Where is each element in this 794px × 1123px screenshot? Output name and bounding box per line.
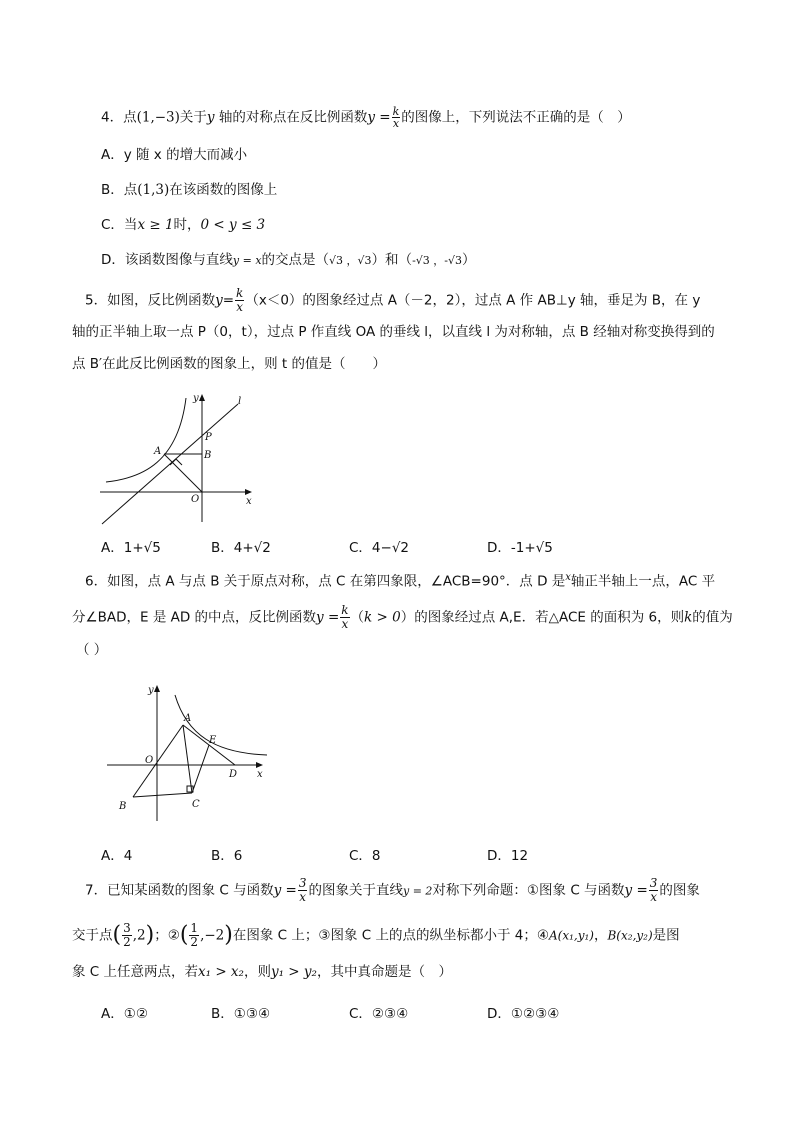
q6-text-e: ）的图象经过点 A,E．若△ACE 的面积为 6，则 xyxy=(400,609,685,626)
q7-fraction-2 xyxy=(649,877,659,904)
q4-option-d-text-b: 的交点是（ xyxy=(261,252,330,268)
q4-func-fraction xyxy=(392,106,401,129)
q4-option-c-text-a: C．当 xyxy=(101,217,138,233)
q6-text-b: 轴正半轴上一点，AC 平 xyxy=(570,573,716,590)
q5-fraction xyxy=(235,287,244,314)
q6-text-a: 6．如图，点 A 与点 B 关于原点对称，点 C 在第四象限，∠ACB=90°．点 D 是 xyxy=(85,573,566,590)
q5-y-var: y xyxy=(215,292,223,309)
q7-text-c: 对称下列命题：①图象 C 与函数 xyxy=(432,882,625,899)
q4-func-lhs: y = xyxy=(367,109,391,126)
q7-text-j: ，则 xyxy=(243,964,271,980)
fig6-label-b: B xyxy=(119,801,127,812)
fig6-x-arrow xyxy=(256,762,263,768)
q4-option-d-point-1: √3 ，√3 xyxy=(329,254,372,267)
q6-option-a: A．4 xyxy=(101,848,133,864)
q7-text-i: 象 C 上任意两点，若 xyxy=(72,964,199,980)
fig5-label-b: B xyxy=(204,450,212,461)
q7-frac-2-num: 3 xyxy=(649,876,658,890)
q6-x-var: x xyxy=(565,572,571,583)
q4-text-b: 关于 xyxy=(179,109,207,126)
q4-option-c xyxy=(101,215,265,235)
q5-option-d: D．-1+√5 xyxy=(487,540,553,556)
q7-point2-fraction xyxy=(189,922,199,949)
fig6-segment-ce xyxy=(192,745,209,793)
fig6-label-e: E xyxy=(209,735,217,746)
q7-point-b: B(x₂,y₂) xyxy=(607,928,653,943)
q6-k-var: k xyxy=(684,609,693,626)
q7-text-b: 的图象关于直线 xyxy=(308,882,403,899)
q5-eq: = xyxy=(222,292,235,309)
q7-frac-num: 3 xyxy=(298,876,307,890)
q7-point1-den: 2 xyxy=(123,935,131,949)
q7-cond-1: x₁ > x₂ xyxy=(198,964,244,980)
q5-option-c: C．4−√2 xyxy=(349,540,410,556)
q4-option-b xyxy=(101,180,277,200)
q7-option-b: B．①③④ xyxy=(211,1006,271,1022)
q7-stem-line-3 xyxy=(72,962,452,982)
q4-number: 4． xyxy=(101,109,124,126)
q4-y-var: y xyxy=(206,109,215,126)
q4-option-b-text-b: 在该函数的图像上 xyxy=(169,182,278,198)
q5-stem-line-1 xyxy=(85,287,700,314)
q7-text-e: 交于点 xyxy=(72,927,113,944)
q4-option-d-text-a: D．该函数图像与直线 xyxy=(101,252,233,268)
q7-fraction xyxy=(298,877,308,904)
q7-point1-y: ,2 xyxy=(132,927,146,944)
fig5-x-arrow xyxy=(245,489,252,495)
fig5-y-arrow xyxy=(199,394,205,401)
q6-stem-line-3: （ ） xyxy=(76,642,108,658)
q7-point-a: A(x₁,y₁) xyxy=(548,928,594,943)
q7-comma: ， xyxy=(593,927,608,944)
q5-text-b: （x＜0）的图象经过点 xyxy=(245,292,384,309)
fig6-label-x: x xyxy=(257,769,263,780)
q6-cond: k > 0 xyxy=(364,609,401,626)
q5-text-a: 5．如图，反比例函数 xyxy=(85,292,216,309)
q7-text-f: ；② xyxy=(154,927,180,944)
fig6-label-o: O xyxy=(145,755,154,766)
q7-func-lhs-2: y = xyxy=(624,882,648,899)
q7-cond-2: y₁ > y₂ xyxy=(270,964,317,980)
q4-point: (1,−3) xyxy=(136,109,180,126)
q7-stem-line-2 xyxy=(72,922,680,949)
q5-stem-line-3: 点 B′在此反比例函数的图象上，则 t 的值是（ ） xyxy=(72,356,386,372)
q5-frac-num: k xyxy=(236,286,244,300)
q6-stem-line-1 xyxy=(85,568,715,592)
q5-text-c: A（－2，2），过点 A 作 AB⊥y 轴，垂足为 B，在 y xyxy=(383,292,701,309)
q4-option-d xyxy=(101,250,476,271)
q7-option-d: D．①②③④ xyxy=(487,1006,560,1022)
q4-option-d-point-2: -√3 ，-√3 xyxy=(412,254,463,267)
q7-paren-open-2: ( xyxy=(179,922,189,948)
q7-paren-close-1: ) xyxy=(145,922,155,948)
q4-text-c: 轴的对称点在反比例函数 xyxy=(214,109,368,126)
q7-point1-num: 3 xyxy=(123,921,131,935)
fig5-label-a: A xyxy=(154,446,162,457)
q7-text-a: 7．已知某函数的图象 C 与函数 xyxy=(85,882,274,899)
q7-point2-num: 1 xyxy=(190,921,199,935)
q4-func-num: k xyxy=(392,105,400,118)
fig6-label-y: y xyxy=(148,685,154,696)
q4-stem xyxy=(101,106,631,129)
q5-frac-den: x xyxy=(236,300,244,314)
fig6-hyperbola xyxy=(175,695,267,755)
fig6-segment-bc xyxy=(133,793,192,797)
q6-option-d: D．12 xyxy=(487,848,529,864)
fig5-label-o: O xyxy=(191,494,200,505)
q7-frac-2-den: x xyxy=(650,890,657,904)
q4-option-b-point: (1,3) xyxy=(137,182,170,198)
q4-option-d-text-d: ） xyxy=(462,252,476,268)
q4-text-d: 的图像上，下列说法不正确的是（ ） xyxy=(401,109,631,126)
q7-func-lhs: y = xyxy=(273,882,297,899)
fig6-y-arrow xyxy=(154,685,160,692)
q7-line-eq: y = 2 xyxy=(402,884,433,898)
q7-point2-den: 2 xyxy=(190,935,199,949)
q7-text-k: ，其中真命题是（ ） xyxy=(316,964,452,980)
q6-frac-num: k xyxy=(341,603,349,617)
q4-option-a: A．y 随 x 的增大而减小 xyxy=(101,147,248,163)
q6-text-f: 的值为 xyxy=(692,609,733,626)
q4-option-c-text-b: 时， xyxy=(173,217,201,233)
q4-option-c-cond: x ≥ 1 xyxy=(137,217,174,233)
q7-option-a: A．①② xyxy=(101,1006,148,1022)
fig5-label-l: l xyxy=(238,396,242,407)
fig5-label-x: x xyxy=(246,496,252,507)
fig5-segment-oa xyxy=(164,454,202,492)
q7-stem-line-1 xyxy=(85,877,700,904)
q4-func-den: x xyxy=(392,117,400,130)
fig6-label-c: C xyxy=(192,799,200,810)
fig6-segment-ac xyxy=(183,725,192,793)
q4-option-b-text-a: B．点 xyxy=(101,182,138,198)
q7-option-c: C．②③④ xyxy=(349,1006,409,1022)
q7-text-d: 的图象 xyxy=(659,882,700,899)
q7-text-h: 是图 xyxy=(652,927,680,944)
q6-option-b: B．6 xyxy=(211,848,243,864)
q7-paren-open-1: ( xyxy=(112,922,122,948)
q6-text-d: （ xyxy=(350,609,365,626)
q7-point1-fraction xyxy=(122,922,132,949)
q7-text-g: 在图象 C 上；③图象 C 上的点的纵坐标都小于 4；④ xyxy=(232,927,549,944)
q6-text-c: 分∠BAD，E 是 AD 的中点，反比例函数 xyxy=(72,609,317,626)
fig6-label-d: D xyxy=(229,769,238,780)
q5-stem-line-2: 轴的正半轴上取一点 P（0，t），过点 P 作直线 OA 的垂线 l，以直线 l 为对称轴，点 B 经轴对称变换得到的 xyxy=(72,324,715,340)
q4-option-c-range: 0 < y ≤ 3 xyxy=(200,217,266,233)
fig6-segment-ab xyxy=(133,725,183,797)
fig6-label-a: A xyxy=(184,713,192,724)
fig5-label-p: P xyxy=(205,432,212,443)
q7-paren-close-2: ) xyxy=(224,922,233,948)
q4-option-d-text-c: ）和（ xyxy=(371,252,413,268)
q4-option-d-line: y = x xyxy=(232,254,262,267)
q7-point2-y: ,−2 xyxy=(200,927,225,944)
fig5-line-l xyxy=(102,404,238,524)
q6-fraction xyxy=(340,604,349,631)
q6-frac-den: x xyxy=(341,617,349,631)
q5-figure xyxy=(98,392,258,526)
q7-frac-den: x xyxy=(299,890,307,904)
q6-figure xyxy=(105,683,277,823)
fig5-hyperbola xyxy=(106,398,186,482)
fig5-label-y: y xyxy=(193,393,199,404)
q4-text-a: 点 xyxy=(123,109,137,126)
q6-stem-line-2 xyxy=(72,604,733,631)
q5-option-b: B．4+√2 xyxy=(211,540,271,556)
q5-option-a: A．1+√5 xyxy=(101,540,161,556)
q6-option-c: C．8 xyxy=(349,848,381,864)
q6-func-lhs: y = xyxy=(316,609,340,626)
